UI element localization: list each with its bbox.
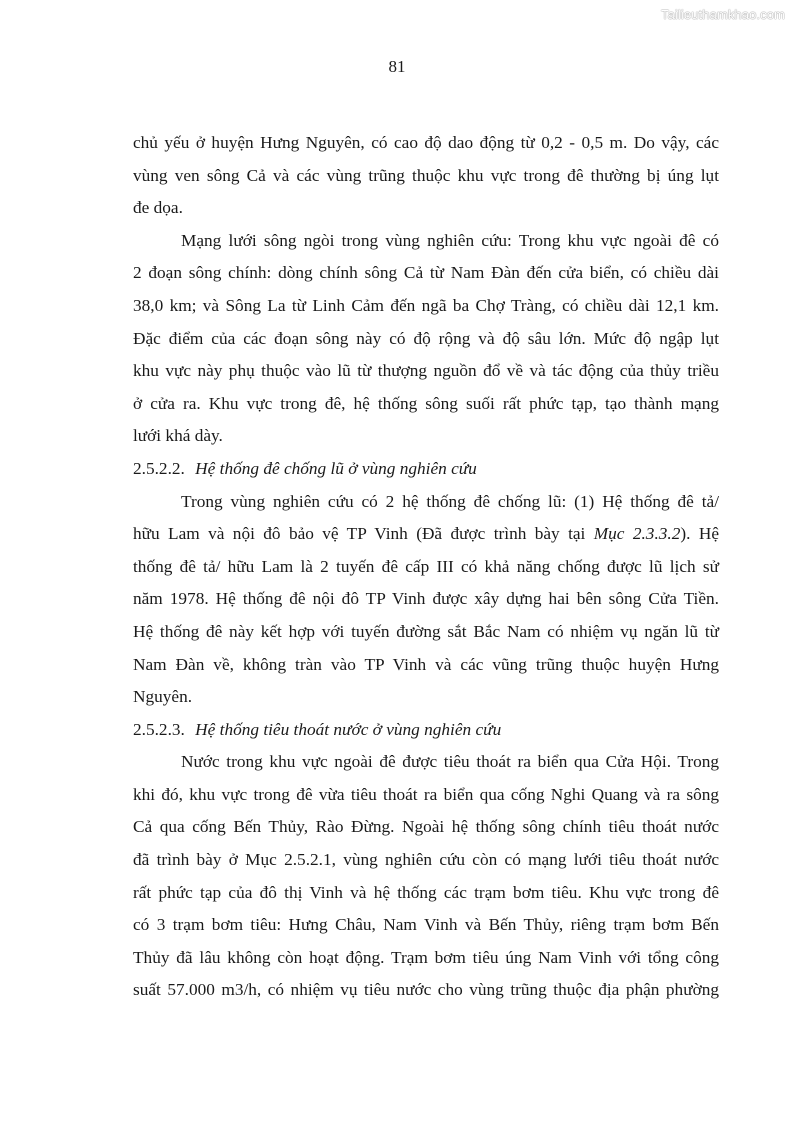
text-line: Nam Đàn về, không tràn vào TP Vinh và các vũng trũng thuộc huyện Hưng bbox=[133, 654, 719, 674]
text-line: suất 57.000 m3/h, có nhiệm vụ tiêu nước cho vùng trũng thuộc địa phận phường bbox=[133, 980, 719, 1000]
watermark-text: Tailieuthamkhao.com bbox=[660, 7, 785, 22]
text-line: Nước trong khu vực ngoài đê được tiêu thoát ra biển qua Cửa Hội. Trong bbox=[181, 752, 719, 772]
text-line: 2 đoạn sông chính: dòng chính sông Cả từ Nam Đàn đến cửa biển, có chiều dài bbox=[133, 263, 719, 283]
text-line: thống đê tả/ hữu Lam là 2 tuyến đê cấp III có khả năng chống được lũ lịch sử bbox=[133, 556, 719, 576]
text-line: đe dọa. bbox=[133, 198, 183, 218]
text-line: Nguyên. bbox=[133, 687, 193, 707]
section-heading-2-5-2-2 bbox=[133, 453, 719, 486]
text-line: rất phức tạp của đô thị Vinh và hệ thống các trạm bơm tiêu. Khu vực trong đê bbox=[133, 882, 719, 902]
text-line: năm 1978. Hệ thống đê nội đô TP Vinh được xây dựng hai bên sông Cửa Tiền. bbox=[133, 589, 719, 609]
text-line: Mạng lưới sông ngòi trong vùng nghiên cứu: Trong khu vực ngoài đê có bbox=[181, 230, 719, 250]
section-title: Hệ thống đê chống lũ ở vùng nghiên cứu bbox=[195, 458, 477, 478]
section-number: 2.5.2.2. bbox=[133, 458, 185, 478]
section-title: Hệ thống tiêu thoát nước ở vùng nghiên cứu bbox=[195, 719, 502, 739]
page-number: 81 bbox=[388, 57, 406, 76]
text-line: có 3 trạm bơm tiêu: Hưng Châu, Nam Vinh và Bến Thủy, riêng trạm bơm Bến bbox=[133, 915, 719, 935]
text-fragment: ). Hệ bbox=[680, 524, 719, 544]
text-line: Trong vùng nghiên cứu có 2 hệ thống đê chống lũ: (1) Hệ thống đê tả/ bbox=[181, 491, 719, 511]
text-line: ở cửa ra. Khu vực trong đê, hệ thống sông suối rất phức tạp, tạo thành mạng bbox=[133, 393, 719, 413]
paragraph-4 bbox=[133, 746, 719, 1007]
text-line bbox=[133, 518, 719, 551]
section-number: 2.5.2.3. bbox=[133, 719, 185, 739]
text-line: khu vực này phụ thuộc vào lũ từ thượng nguồn đổ về và tác động của thủy triều bbox=[133, 361, 719, 381]
text-line: Đặc điểm của các đoạn sông này có độ rộng và độ sâu lớn. Mức độ ngập lụt bbox=[133, 328, 719, 348]
paragraph-2 bbox=[133, 225, 719, 453]
section-heading-2-5-2-3 bbox=[133, 714, 719, 747]
text-line: Hệ thống đê này kết hợp với tuyến đường sắt Bắc Nam có nhiệm vụ ngăn lũ từ bbox=[133, 621, 719, 641]
document-body bbox=[133, 127, 719, 1007]
text-line: Cả qua cống Bến Thủy, Rào Đừng. Ngoài hệ thống sông chính tiêu thoát nước bbox=[133, 817, 719, 837]
text-line: Thủy đã lâu không còn hoạt động. Trạm bơm tiêu úng Nam Vinh với tổng công bbox=[133, 947, 719, 967]
text-line: khi đó, khu vực trong đê vừa tiêu thoát ra biển qua cống Nghi Quang và ra sông bbox=[133, 784, 719, 804]
text-line: đã trình bày ở Mục 2.5.2.1, vùng nghiên cứu còn có mạng lưới tiêu thoát nước bbox=[133, 850, 719, 870]
text-line: 38,0 km; và Sông La từ Linh Cảm đến ngã ba Chợ Tràng, có chiều dài 12,1 km. bbox=[133, 295, 719, 315]
paragraph-1 bbox=[133, 127, 719, 225]
text-line: lưới khá dày. bbox=[133, 426, 223, 446]
text-fragment: hữu Lam và nội đô bảo vệ TP Vinh (Đã được trình bày tại bbox=[133, 524, 594, 544]
paragraph-3 bbox=[133, 486, 719, 714]
text-line: vùng ven sông Cả và các vùng trũng thuộc khu vực trong đê thường bị úng lụt bbox=[133, 165, 719, 185]
section-reference: Mục 2.3.3.2 bbox=[593, 524, 681, 544]
text-line: chủ yếu ở huyện Hưng Nguyên, có cao độ dao động từ 0,2 - 0,5 m. Do vậy, các bbox=[133, 133, 719, 152]
